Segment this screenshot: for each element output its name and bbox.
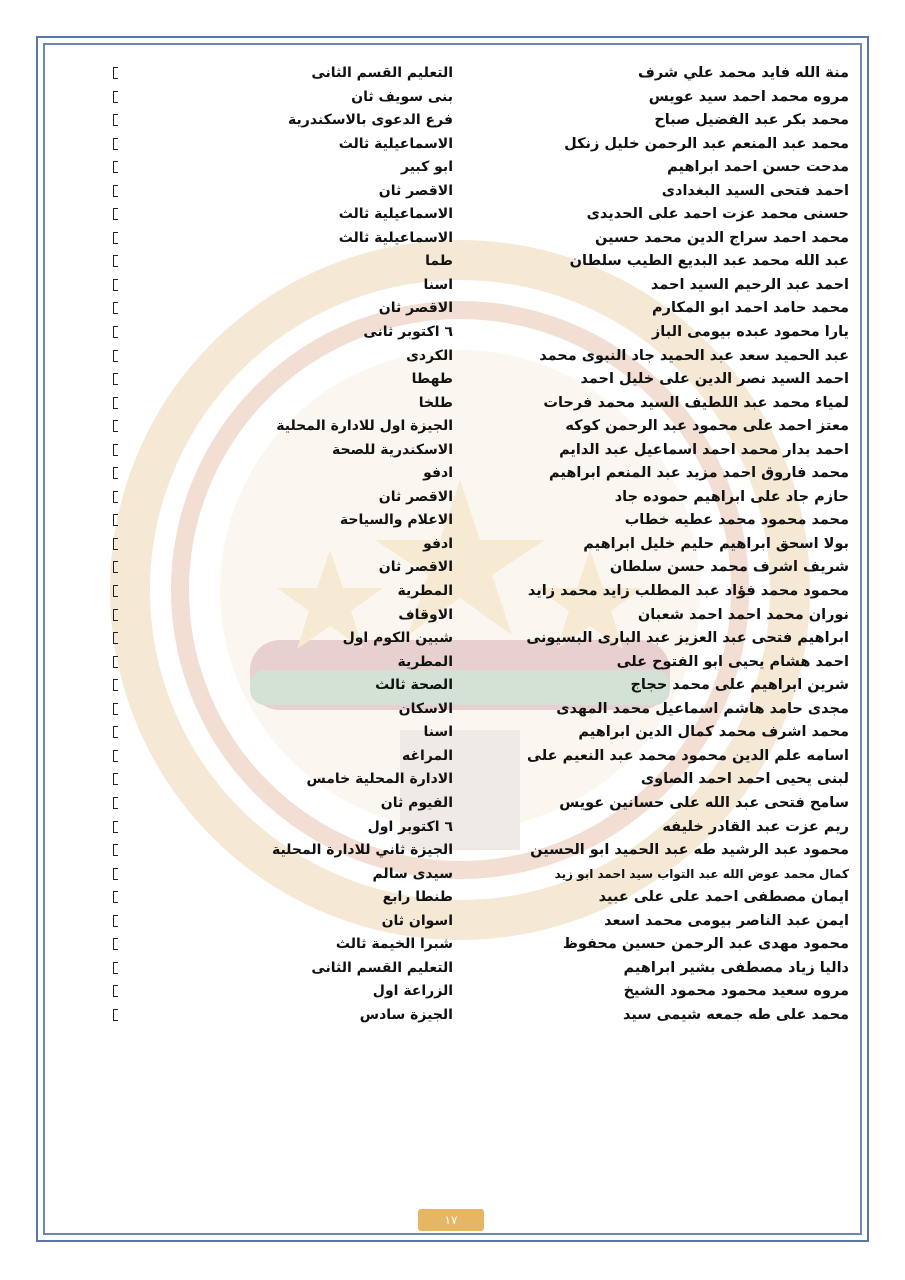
checkbox-bracket — [113, 585, 118, 597]
list-row — [100, 297, 855, 321]
checkbox-bracket — [113, 632, 118, 644]
list-row — [100, 439, 855, 463]
page-number: ١٧ — [418, 1209, 484, 1231]
checkbox-bracket — [113, 444, 118, 456]
department-name: الادارة المحلية خامس — [306, 771, 453, 788]
checkbox-bracket — [113, 750, 118, 762]
checkbox-bracket — [113, 985, 118, 997]
employee-name: محمد حامد احمد ابو المكارم — [652, 300, 849, 317]
list-row — [100, 839, 855, 863]
employee-name: لمياء محمد عبد اللطيف السيد محمد فرحات — [543, 394, 849, 411]
department-name: ٦ اكتوبر اول — [367, 818, 453, 835]
department-name: شبرا الخيمة ثالث — [335, 936, 453, 953]
department-name: ابو كبير — [401, 159, 453, 176]
list-row — [100, 1004, 855, 1028]
checkbox-bracket — [113, 726, 118, 738]
list-row — [100, 698, 855, 722]
checkbox-bracket — [113, 609, 118, 621]
list-row — [100, 980, 855, 1004]
checkbox-bracket — [113, 91, 118, 103]
list-row — [100, 62, 855, 86]
employee-name: محمد اشرف محمد كمال الدين ابراهيم — [578, 724, 849, 741]
employee-name: عبد الحميد سعد عبد الحميد جاد النبوى محمد — [539, 347, 849, 364]
employee-name: محمد على طه جمعه شيمى سيد — [623, 1006, 849, 1023]
checkbox-bracket — [113, 420, 118, 432]
department-name: الاسماعيلية ثالث — [338, 206, 453, 223]
department-name: الكردى — [406, 347, 453, 364]
employee-name: سامح فتحى عبد الله على حسانين عويس — [559, 794, 849, 811]
employee-name: حازم جاد على ابراهيم حموده جاد — [614, 488, 849, 505]
employee-name: محمد عبد المنعم عبد الرحمن خليل زنكل — [564, 135, 849, 152]
list-row — [100, 227, 855, 251]
list-row — [100, 604, 855, 628]
checkbox-bracket — [113, 821, 118, 833]
checkbox-bracket — [113, 350, 118, 362]
checkbox-bracket — [113, 279, 118, 291]
checkbox-bracket — [113, 703, 118, 715]
checkbox-bracket — [113, 915, 118, 927]
checkbox-bracket — [113, 138, 118, 150]
employee-name: محمد محمود محمد عطيه خطاب — [624, 512, 849, 529]
checkbox-bracket — [113, 208, 118, 220]
list-row — [100, 816, 855, 840]
checkbox-bracket — [113, 1009, 118, 1021]
list-row — [100, 180, 855, 204]
list-row — [100, 768, 855, 792]
department-name: المطرية — [397, 583, 453, 600]
employee-name: مجدى حامد هاشم اسماعيل محمد المهدى — [556, 700, 849, 717]
department-name: الجيزة اول للادارة المحلية — [276, 418, 453, 435]
employee-name: محمود عبد الرشيد طه عبد الحميد ابو الحسين — [530, 842, 849, 859]
employee-name: احمد فتحى السيد البغدادى — [661, 182, 849, 199]
department-name: الاسكان — [398, 700, 453, 717]
employee-name: حسنى محمد عزت احمد على الحديدى — [586, 206, 849, 223]
department-name: طما — [425, 253, 453, 270]
checkbox-bracket — [113, 467, 118, 479]
employee-name: مدحت حسن احمد ابراهيم — [667, 159, 849, 176]
checkbox-bracket — [113, 255, 118, 267]
list-row — [100, 957, 855, 981]
department-name: الاوقاف — [398, 606, 453, 623]
checkbox-bracket — [113, 538, 118, 550]
list-row — [100, 910, 855, 934]
list-row — [100, 345, 855, 369]
department-name: التعليم القسم الثانى — [311, 959, 453, 976]
checkbox-bracket — [113, 868, 118, 880]
list-row — [100, 486, 855, 510]
checkbox-bracket — [113, 679, 118, 691]
employee-name: محمد بكر عبد الفضيل صباح — [654, 112, 849, 129]
list-row — [100, 156, 855, 180]
employee-name: عبد الله محمد عبد البديع الطيب سلطان — [569, 253, 849, 270]
list-row — [100, 274, 855, 298]
checkbox-bracket — [113, 844, 118, 856]
employee-name: محمد احمد سراج الدين محمد حسين — [595, 229, 849, 246]
department-name: الاسكندرية للصحة — [332, 441, 453, 458]
list-row — [100, 886, 855, 910]
list-row — [100, 109, 855, 133]
list-row — [100, 392, 855, 416]
list-row — [100, 250, 855, 274]
list-row — [100, 863, 855, 887]
list-row — [100, 674, 855, 698]
checkbox-bracket — [113, 185, 118, 197]
checkbox-bracket — [113, 232, 118, 244]
employee-name: ابراهيم فتحى عبد العزيز عبد البارى البسيونى — [526, 630, 849, 647]
employee-name: لبنى يحيى احمد احمد الصاوى — [640, 771, 849, 788]
department-name: ادفو — [423, 465, 453, 482]
checkbox-bracket — [113, 797, 118, 809]
employee-name: محمود محمد فؤاد عبد المطلب زايد محمد زايد — [527, 583, 849, 600]
checkbox-bracket — [113, 561, 118, 573]
employee-name: ايمان مصطفى احمد على على عبيد — [598, 889, 849, 906]
list-row — [100, 203, 855, 227]
employee-name: شريف اشرف محمد حسن سلطان — [609, 559, 849, 576]
list-row — [100, 721, 855, 745]
list-row — [100, 627, 855, 651]
list-row — [100, 415, 855, 439]
department-name: الاعلام والسياحة — [339, 512, 453, 529]
checkbox-bracket — [113, 514, 118, 526]
department-name: سيدى سالم — [372, 865, 453, 882]
department-name: المطرية — [397, 653, 453, 670]
checkbox-bracket — [113, 773, 118, 785]
department-name: اسنا — [423, 724, 453, 741]
employee-name: مروه سعيد محمود محمود الشيخ — [623, 983, 849, 1000]
list-row — [100, 462, 855, 486]
list-row — [100, 133, 855, 157]
employee-name: منة الله فايد محمد علي شرف — [638, 65, 849, 81]
checkbox-bracket — [113, 302, 118, 314]
department-name: الاقصر ثان — [378, 559, 453, 576]
employee-name: ايمن عبد الناصر بيومى محمد اسعد — [604, 912, 849, 929]
list-row — [100, 933, 855, 957]
checkbox-bracket — [113, 326, 118, 338]
department-name: فرع الدعوى بالاسكندرية — [288, 112, 453, 129]
employee-name: احمد هشام يحيى ابو الفتوح على — [616, 653, 849, 670]
employee-name: داليا زياد مصطفى بشير ابراهيم — [623, 959, 849, 976]
checkbox-bracket — [113, 962, 118, 974]
checkbox-bracket — [113, 891, 118, 903]
department-name: الاسماعيلية ثالث — [338, 135, 453, 152]
checkbox-bracket — [113, 656, 118, 668]
employee-name: شرين ابراهيم على محمد حجاج — [630, 677, 849, 694]
department-name: طهطا — [411, 371, 453, 388]
list-row — [100, 556, 855, 580]
employee-name: احمد عبد الرحيم السيد احمد — [650, 276, 849, 293]
employee-name: نوران محمد احمد احمد شعبان — [637, 606, 849, 623]
employee-name: احمد السيد نصر الدين على خليل احمد — [580, 371, 849, 388]
department-name: الاقصر ثان — [378, 300, 453, 317]
department-name: الاقصر ثان — [378, 182, 453, 199]
employee-name: مروه محمد احمد سيد عويس — [648, 88, 849, 105]
list-row — [100, 651, 855, 675]
department-name: بنى سويف ثان — [351, 88, 453, 105]
checkbox-bracket — [113, 67, 118, 79]
department-name: الاقصر ثان — [378, 488, 453, 505]
list-row — [100, 580, 855, 604]
department-name: طنطا رابع — [382, 889, 453, 906]
list-row — [100, 368, 855, 392]
employee-name: معتز احمد على محمود عبد الرحمن كوكه — [565, 418, 849, 435]
list-row — [100, 533, 855, 557]
checkbox-bracket — [113, 373, 118, 385]
list-row — [100, 509, 855, 533]
employee-name: ريم عزت عبد القادر خليفه — [662, 818, 849, 835]
checkbox-bracket — [113, 938, 118, 950]
department-name: ٦ اكتوبر ثانى — [363, 324, 453, 341]
department-name: طلخا — [418, 394, 453, 411]
department-name: الفيوم ثان — [380, 794, 453, 811]
department-name: التعليم القسم الثانى — [311, 65, 453, 81]
department-name: الصحة ثالث — [375, 677, 453, 694]
employee-name: احمد بدار محمد احمد اسماعيل عبد الدايم — [559, 441, 849, 458]
department-name: اسوان ثان — [381, 912, 453, 929]
employee-name: محمد فاروق احمد مزيد عبد المنعم ابراهيم — [549, 465, 849, 482]
list-row — [100, 745, 855, 769]
department-name: الاسماعيلية ثالث — [338, 229, 453, 246]
list-row — [100, 321, 855, 345]
employee-name: كمال محمد عوض الله عبد التواب سيد احمد ابو زيد — [554, 866, 849, 881]
department-name: المراغه — [401, 747, 453, 764]
department-name: الجيزة سادس — [359, 1006, 453, 1023]
list-row — [100, 86, 855, 110]
list-row — [100, 792, 855, 816]
employee-name: بولا اسحق ابراهيم حليم خليل ابراهيم — [583, 535, 849, 552]
department-name: شبين الكوم اول — [342, 630, 453, 647]
department-name: اسنا — [423, 276, 453, 293]
checkbox-bracket — [113, 114, 118, 126]
checkbox-bracket — [113, 161, 118, 173]
department-name: ادفو — [423, 535, 453, 552]
checkbox-bracket — [113, 397, 118, 409]
employee-name: يارا محمود عبده بيومى الباز — [651, 324, 849, 341]
checkbox-bracket — [113, 491, 118, 503]
employee-name: محمود مهدى عبد الرحمن حسين محفوظ — [562, 936, 849, 953]
employee-list — [100, 62, 855, 1027]
department-name: الجيزة ثاني للادارة المحلية — [271, 842, 453, 859]
employee-name: اسامه علم الدين محمود محمد عبد النعيم على — [527, 747, 849, 764]
department-name: الزراعة اول — [372, 983, 453, 1000]
